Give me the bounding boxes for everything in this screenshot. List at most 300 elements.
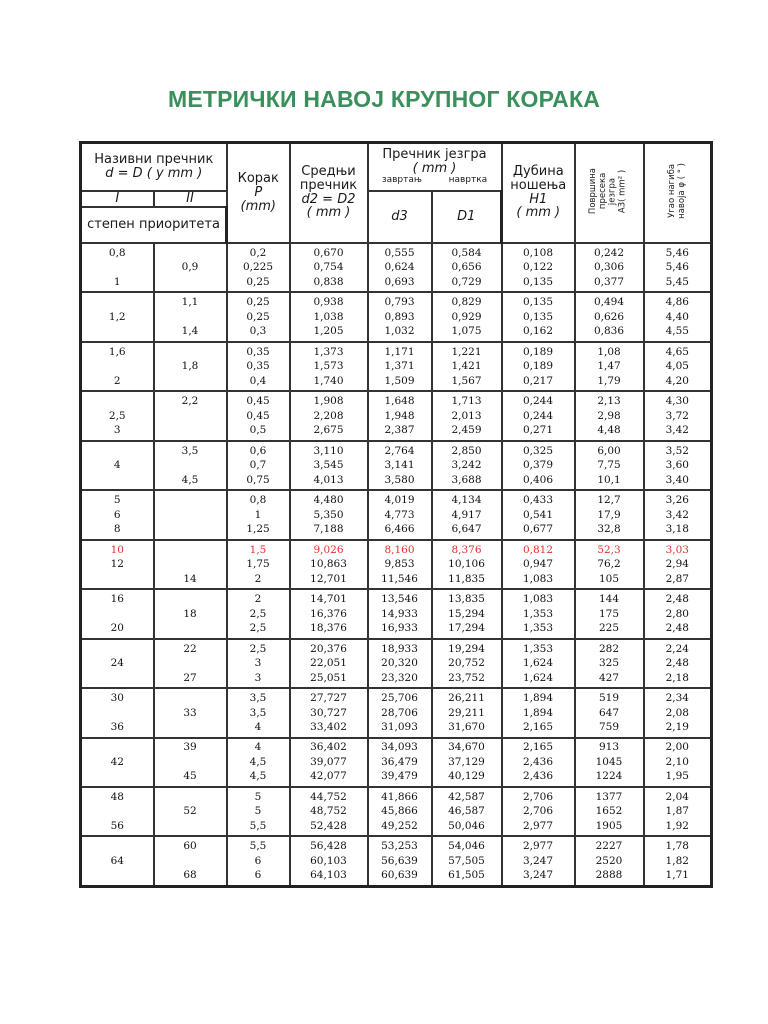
cell-p xyxy=(227,688,290,738)
cell-value xyxy=(82,260,153,275)
cell-h1 xyxy=(502,540,575,590)
cell-value: 36,479 xyxy=(381,755,418,768)
table-row-group xyxy=(81,243,712,293)
cell-value: 5,46 xyxy=(665,261,689,273)
priority-header: степен приоритета xyxy=(81,207,227,243)
cell-value: 3,580 xyxy=(384,473,415,486)
table-row-group xyxy=(81,589,712,639)
cell-value: 3,5 xyxy=(249,692,267,704)
cell-value: 0,656 xyxy=(451,261,482,273)
cell-value: 0,693 xyxy=(384,275,415,288)
cell-value xyxy=(82,359,153,374)
cell-h1 xyxy=(502,589,575,639)
cell-value: 0,829 xyxy=(451,296,482,308)
cell-d2 xyxy=(290,292,368,342)
cell-value xyxy=(155,458,226,473)
cell-value xyxy=(155,409,226,424)
cell-value: 1,573 xyxy=(313,360,344,372)
depth-label-1: Дубина xyxy=(512,164,564,180)
cell-value: 1,908 xyxy=(313,395,344,407)
cell-value: 34,670 xyxy=(448,741,485,753)
cell-value xyxy=(155,246,226,261)
cell-d3 xyxy=(368,688,432,738)
cell-value: 6,466 xyxy=(384,523,415,535)
cell-value: 48,752 xyxy=(310,805,347,817)
cell-i xyxy=(81,738,154,787)
cell-value: 17,294 xyxy=(448,622,485,634)
cell-value: 4,134 xyxy=(451,494,482,506)
cell-value: 0,836 xyxy=(593,325,625,337)
cell-value: 1,75 xyxy=(246,558,270,570)
cell-d2 xyxy=(290,342,368,392)
cell-d2 xyxy=(290,639,368,689)
cell-value: 2 xyxy=(113,374,121,387)
cell-value: 1,8 xyxy=(181,360,199,372)
cell-phi xyxy=(644,391,712,441)
cell-value: 0,325 xyxy=(522,444,554,457)
cell-value: 44,752 xyxy=(310,790,347,803)
cell-a3 xyxy=(575,292,644,342)
cell-d1 xyxy=(432,342,502,392)
cell-value: 39 xyxy=(183,741,197,753)
cell-a3 xyxy=(575,639,644,689)
cell-value: 2227 xyxy=(595,840,623,852)
cell-d1 xyxy=(432,836,502,886)
cell-value: 1,371 xyxy=(384,360,415,372)
cell-d3 xyxy=(368,342,432,392)
cell-value: 1377 xyxy=(595,790,623,803)
cell-value: 5,5 xyxy=(249,840,267,852)
mean-diameter-header xyxy=(290,143,368,243)
cell-value: 4,30 xyxy=(665,395,689,407)
mean-label-2: пречник xyxy=(299,178,358,194)
pitch-unit: (mm) xyxy=(240,198,276,214)
cell-value xyxy=(82,607,153,622)
cell-value: 0,244 xyxy=(522,395,554,407)
cell-value: 1,95 xyxy=(665,770,689,782)
cell-value: 2,764 xyxy=(384,444,415,457)
cell-value: 8 xyxy=(113,523,121,535)
cell-value: 18,933 xyxy=(381,642,418,655)
cell-value: 1652 xyxy=(595,805,623,817)
cell-value: 10,863 xyxy=(310,558,347,570)
cell-value: 2,80 xyxy=(665,607,689,620)
cell-value: 6,647 xyxy=(451,523,482,535)
cell-value: 2,5 xyxy=(249,622,267,634)
cell-value xyxy=(82,769,153,784)
cell-d1 xyxy=(432,688,502,738)
table-row-group xyxy=(81,787,712,837)
cell-h1 xyxy=(502,342,575,392)
cell-value: 427 xyxy=(598,671,620,684)
cell-value: 4,480 xyxy=(313,494,344,506)
cell-value: 4,65 xyxy=(665,345,689,358)
cell-value: 60,639 xyxy=(381,869,418,881)
cell-value: 2,2 xyxy=(181,395,199,407)
cell-value: 0,929 xyxy=(451,310,482,323)
cell-ii xyxy=(154,589,227,639)
core-diameter-header xyxy=(368,143,502,191)
cell-value xyxy=(82,706,153,721)
cell-a3 xyxy=(575,441,644,491)
cell-value: 3 xyxy=(254,671,262,684)
cell-value: 39,479 xyxy=(381,770,418,782)
cell-ii xyxy=(154,787,227,837)
cell-value: 3,5 xyxy=(249,706,267,719)
cell-d1 xyxy=(432,787,502,837)
cell-value: 0,35 xyxy=(246,345,270,358)
cell-value: 2,013 xyxy=(451,409,482,422)
cell-phi xyxy=(644,836,712,886)
cell-value: 1905 xyxy=(595,819,623,832)
cell-value: 5 xyxy=(254,805,262,817)
cell-a3 xyxy=(575,787,644,837)
cell-value: 0,45 xyxy=(246,395,270,407)
cell-value: 32,8 xyxy=(597,523,621,535)
cell-p xyxy=(227,738,290,787)
cell-value: 42,077 xyxy=(310,770,347,782)
cell-d2 xyxy=(290,787,368,837)
cell-value: 1,205 xyxy=(313,325,344,337)
cell-value: 60 xyxy=(183,840,197,852)
cell-value: 1,6 xyxy=(108,345,126,358)
cell-value: 31,093 xyxy=(381,721,418,733)
cell-ii xyxy=(154,639,227,689)
cell-phi xyxy=(644,589,712,639)
nominal-formula: d = D ( у mm ) xyxy=(105,165,203,181)
cell-value: 2,5 xyxy=(249,642,267,655)
cell-value: 0,189 xyxy=(522,360,554,372)
cell-value: 1,624 xyxy=(522,657,554,669)
cell-value: 2,5 xyxy=(108,409,126,422)
cell-value xyxy=(82,868,153,883)
cell-value: 3,60 xyxy=(665,459,689,471)
cell-p xyxy=(227,441,290,491)
cell-value: 4,05 xyxy=(665,360,689,372)
cell-h1 xyxy=(502,490,575,540)
cell-a3 xyxy=(575,490,644,540)
cell-i xyxy=(81,243,154,293)
cell-value: 17,9 xyxy=(597,508,621,521)
cell-value: 2,18 xyxy=(665,671,689,684)
cell-value: 64 xyxy=(110,854,124,867)
cell-value: 5,46 xyxy=(665,246,689,259)
cell-p xyxy=(227,540,290,590)
cell-d2 xyxy=(290,836,368,886)
cell-value: 2,94 xyxy=(665,558,689,570)
cell-i xyxy=(81,688,154,738)
cell-value: 225 xyxy=(598,622,620,634)
cell-value: 0,122 xyxy=(522,261,554,273)
cell-value: 4,917 xyxy=(451,508,482,521)
cell-value: 20,376 xyxy=(310,642,347,655)
cell-phi xyxy=(644,787,712,837)
cell-value: 2 xyxy=(254,572,262,585)
cell-value: 64,103 xyxy=(310,869,347,881)
cell-p xyxy=(227,292,290,342)
cell-value: 2,436 xyxy=(522,755,554,768)
angle-label: Угао нагиба навоја φ ( ° ) xyxy=(666,162,687,219)
cell-value: 1,25 xyxy=(246,523,270,535)
cell-value: 3 xyxy=(254,657,262,669)
cell-value: 4 xyxy=(254,721,262,733)
cell-value xyxy=(82,473,153,488)
cell-value: 0,584 xyxy=(451,246,482,259)
cell-value xyxy=(155,493,226,508)
cell-value: 0,754 xyxy=(313,261,344,273)
cell-value: 4,013 xyxy=(313,473,344,486)
cell-value: 0,793 xyxy=(384,296,415,308)
cell-value: 22 xyxy=(183,642,197,655)
cell-value: 0,433 xyxy=(522,494,554,506)
cell-value: 0,5 xyxy=(249,424,267,436)
cell-value: 2,13 xyxy=(597,395,621,407)
cell-h1 xyxy=(502,441,575,491)
cell-value: 2,165 xyxy=(522,741,554,753)
cell-value: 34,093 xyxy=(381,741,418,753)
cell-ii xyxy=(154,292,227,342)
cell-value: 8,160 xyxy=(384,543,415,556)
cell-value: 4,55 xyxy=(665,325,689,337)
cell-value: 48 xyxy=(110,790,124,803)
D1-header: D1 xyxy=(432,191,502,243)
cell-value: 3,26 xyxy=(665,494,689,506)
cell-value: 9,026 xyxy=(313,543,344,556)
cell-value: 53,253 xyxy=(381,840,418,852)
cell-value: 0,4 xyxy=(249,374,267,387)
cell-value: 0,379 xyxy=(522,459,554,471)
cell-ii xyxy=(154,342,227,392)
cell-value: 4,5 xyxy=(249,755,267,768)
cell-value: 3,247 xyxy=(522,869,554,881)
cell-value xyxy=(155,854,226,869)
cell-phi xyxy=(644,292,712,342)
cell-value xyxy=(155,374,226,389)
cell-value: 16 xyxy=(110,593,124,605)
cell-value: 19,294 xyxy=(448,642,485,655)
depth-label-2: ношења xyxy=(510,178,567,194)
cell-value: 105 xyxy=(598,572,620,585)
cell-value: 30,727 xyxy=(310,706,347,719)
cell-value xyxy=(155,819,226,834)
cell-value: 2888 xyxy=(595,869,623,881)
cell-value xyxy=(82,394,153,409)
cell-d1 xyxy=(432,589,502,639)
cell-value: 3,688 xyxy=(451,473,482,486)
cell-phi xyxy=(644,342,712,392)
cell-value xyxy=(155,790,226,805)
cell-value: 0,244 xyxy=(522,409,554,422)
cell-phi xyxy=(644,639,712,689)
cell-value: 2,850 xyxy=(451,444,482,457)
cell-value xyxy=(82,839,153,854)
thread-table-part1 xyxy=(79,141,713,739)
core-bolt-label: завртањ xyxy=(381,174,422,185)
cell-phi xyxy=(644,243,712,293)
cell-value: 2,48 xyxy=(665,593,689,605)
cell-d3 xyxy=(368,738,432,787)
cell-value: 0,3 xyxy=(249,325,267,337)
cell-value: 4,40 xyxy=(665,310,689,323)
cell-value: 0,8 xyxy=(249,494,267,506)
cell-value: 1,5 xyxy=(249,543,267,556)
page-title: МЕТРИЧКИ НАВОЈ КРУПНОГ КОРАКА xyxy=(167,86,601,112)
cell-d1 xyxy=(432,738,502,787)
cell-value: 0,670 xyxy=(313,246,344,259)
cell-value: 0,2 xyxy=(249,246,267,259)
cell-value: 45 xyxy=(183,770,197,782)
cell-value: 0,838 xyxy=(313,275,344,288)
cell-value: 20,320 xyxy=(381,657,418,669)
cell-value: 25,706 xyxy=(381,692,418,704)
cell-value: 10,106 xyxy=(448,558,485,570)
cell-a3 xyxy=(575,589,644,639)
cell-value: 3,247 xyxy=(522,854,554,867)
cell-value: 1,648 xyxy=(384,395,415,407)
cell-p xyxy=(227,490,290,540)
cell-d3 xyxy=(368,243,432,293)
depth-unit: ( mm ) xyxy=(516,205,561,221)
cell-value: 1,221 xyxy=(451,345,482,358)
cell-value: 4,5 xyxy=(249,770,267,782)
cell-value xyxy=(82,572,153,587)
table-row-group xyxy=(81,836,712,886)
cell-value: 0,406 xyxy=(522,473,554,486)
cell-value: 0,8 xyxy=(108,246,126,259)
angle-header xyxy=(644,143,712,243)
cell-i xyxy=(81,836,154,886)
cell-d3 xyxy=(368,292,432,342)
cell-value: 0,189 xyxy=(522,345,554,358)
cell-value: 4,48 xyxy=(597,424,621,436)
cell-value: 76,2 xyxy=(597,558,621,570)
cell-value: 26,211 xyxy=(448,692,485,704)
cell-value: 25,051 xyxy=(310,671,347,684)
cell-d3 xyxy=(368,836,432,886)
cell-value xyxy=(155,592,226,607)
cell-value: 9,853 xyxy=(384,558,415,570)
cell-value: 0,25 xyxy=(246,275,270,288)
cell-d3 xyxy=(368,540,432,590)
cell-value: 2,19 xyxy=(665,721,689,733)
cell-value: 6 xyxy=(254,854,262,867)
cell-value: 2,459 xyxy=(451,424,482,436)
cell-value: 1,82 xyxy=(665,854,689,867)
cell-value: 1,353 xyxy=(522,622,554,634)
cell-a3 xyxy=(575,688,644,738)
cell-value: 14,701 xyxy=(310,593,347,605)
cell-d2 xyxy=(290,441,368,491)
cell-value: 20 xyxy=(110,622,124,634)
cell-value: 56 xyxy=(110,819,124,832)
cell-d1 xyxy=(432,490,502,540)
cell-value: 0,494 xyxy=(593,296,625,308)
cell-a3 xyxy=(575,540,644,590)
cell-value: 2,977 xyxy=(522,819,554,832)
cell-value: 0,135 xyxy=(522,275,554,288)
cell-phi xyxy=(644,688,712,738)
cell-value: 30 xyxy=(110,692,124,704)
cell-p xyxy=(227,589,290,639)
cell-ii xyxy=(154,738,227,787)
cell-value: 2,208 xyxy=(313,409,344,422)
table-row-group xyxy=(81,490,712,540)
cell-value xyxy=(155,755,226,770)
cell-value: 10 xyxy=(110,543,124,556)
cell-value xyxy=(82,444,153,459)
cell-ii xyxy=(154,688,227,738)
core-label: Пречник језгра xyxy=(382,147,487,163)
cell-i xyxy=(81,639,154,689)
cell-d2 xyxy=(290,490,368,540)
cell-value: 10,1 xyxy=(597,473,621,486)
cell-value: 3,110 xyxy=(313,444,344,457)
depth-header xyxy=(502,143,575,243)
table-row-group xyxy=(81,441,712,491)
cell-value: 23,320 xyxy=(381,671,418,684)
table-row-group xyxy=(81,738,712,787)
cell-d3 xyxy=(368,441,432,491)
cell-value: 0,271 xyxy=(522,424,554,436)
cell-value: 52,3 xyxy=(597,543,621,556)
cell-value: 2,08 xyxy=(665,706,689,719)
cell-value: 18,376 xyxy=(310,622,347,634)
cell-a3 xyxy=(575,342,644,392)
cell-value: 1,740 xyxy=(313,374,344,387)
core-unit: ( mm ) xyxy=(412,161,457,177)
cell-phi xyxy=(644,490,712,540)
cell-value: 759 xyxy=(598,721,620,733)
cell-value: 2,706 xyxy=(522,790,554,803)
cell-value: 46,587 xyxy=(448,805,485,817)
cell-value: 1,509 xyxy=(384,374,415,387)
cell-value xyxy=(82,671,153,686)
cell-h1 xyxy=(502,836,575,886)
nominal-diameter-header xyxy=(81,143,227,191)
cell-h1 xyxy=(502,292,575,342)
cell-value: 3,242 xyxy=(451,459,482,471)
cell-value: 3,18 xyxy=(665,523,689,535)
cell-value: 1,08 xyxy=(597,345,621,358)
cell-value: 1,353 xyxy=(522,607,554,620)
pitch-symbol: P xyxy=(254,184,263,200)
cell-a3 xyxy=(575,391,644,441)
cell-value: 3,42 xyxy=(665,508,689,521)
cell-value: 1,083 xyxy=(522,593,554,605)
depth-symbol: H1 xyxy=(529,191,548,207)
cell-value xyxy=(155,310,226,325)
cell-value: 27,727 xyxy=(310,692,347,704)
d3-header: d3 xyxy=(368,191,432,243)
pitch-header xyxy=(227,143,290,243)
cell-d1 xyxy=(432,441,502,491)
col-II-header: II xyxy=(154,191,227,207)
cell-value: 2,00 xyxy=(665,741,689,753)
cell-i xyxy=(81,540,154,590)
cell-value xyxy=(82,804,153,819)
cell-value: 1,47 xyxy=(597,360,621,372)
cell-value: 22,051 xyxy=(310,657,347,669)
cell-value: 28,706 xyxy=(381,706,418,719)
cell-d1 xyxy=(432,243,502,293)
cell-value: 20,752 xyxy=(448,657,485,669)
cell-value: 3,5 xyxy=(181,444,199,457)
cell-ii xyxy=(154,243,227,293)
cell-d3 xyxy=(368,391,432,441)
cell-value: 0,135 xyxy=(522,310,554,323)
cell-value: 0,25 xyxy=(246,296,270,308)
cell-value: 0,35 xyxy=(246,360,270,372)
